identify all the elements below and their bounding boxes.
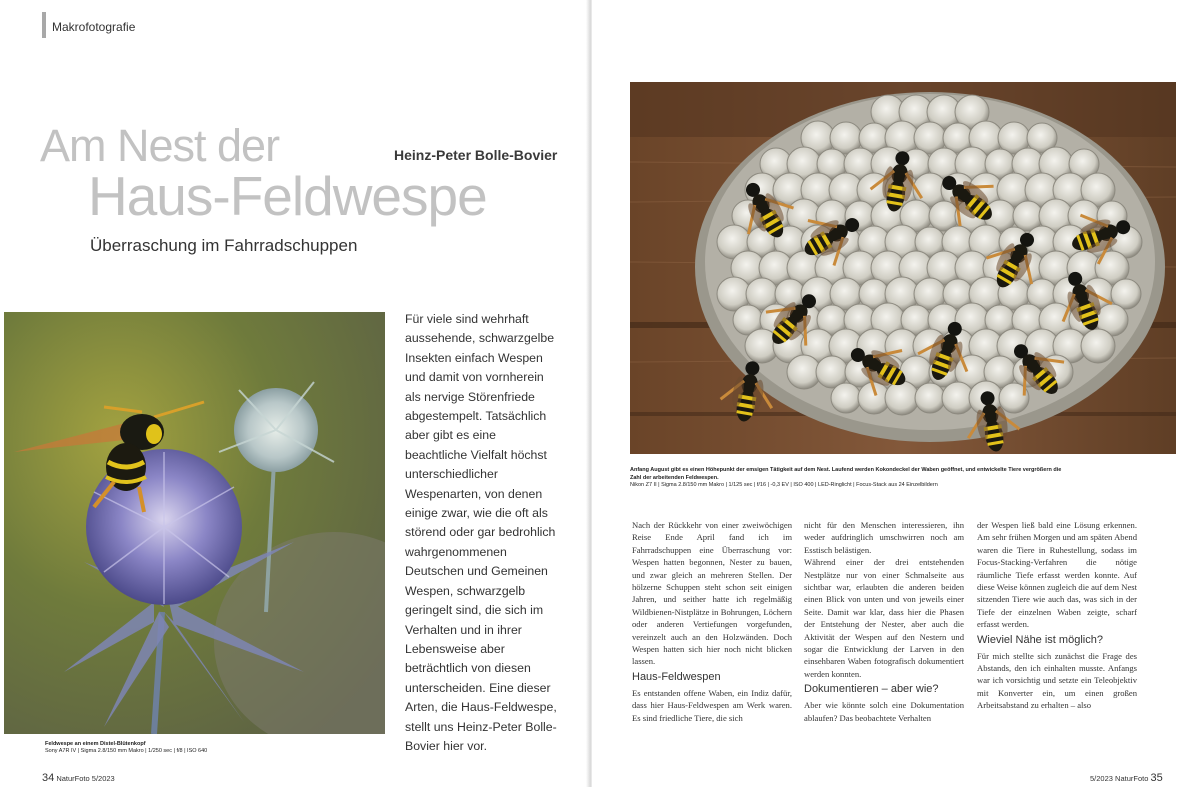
- photo-wasp-on-thistle: [4, 312, 385, 734]
- author-name: Heinz-Peter Bolle-Bovier: [394, 147, 558, 163]
- right-photo-caption: [630, 467, 1070, 490]
- section-label: Makrofotografie: [52, 20, 136, 34]
- caption-meta: Sony A7R IV | Sigma 2.8/150 mm Makro | 1/250 sec | f/8 | ISO 640: [45, 748, 208, 754]
- magazine-name: NaturFoto 5/2023: [56, 774, 115, 783]
- intro-text: Für viele sind wehrhaft aussehende, schwarzgelbe Insekten einfach Wespen und damit von vornherein als nervige Störenfriede abgestempelt. Tatsächlich aber gibt es eine beachtliche Vielfalt höchst unterschiedlicher Wespenarten, von denen einige zwar, wie die oft als störend oder gar bedrohlich wahrgenommenen Deutschen und Gemeinen Wespen, schwarzgelb geringelt sind, die sich im Verhalten und in ihrer Lebensweise aber beträchtlich von diesen unterscheiden. Eine dieser Arten, die Haus-Feldwespe, stellt uns Heinz-Peter Bolle-Bovier hier vor.: [405, 312, 557, 753]
- left-page: [0, 0, 589, 787]
- subtitle: Überraschung im Fahrradschuppen: [90, 236, 358, 255]
- title-line-1: Am Nest der: [40, 120, 280, 171]
- body-paragraph: Während einer der drei entstehenden Nestplätze nur von einer Schmalseite aus sichtbar war, erlaubten die anderen beiden einen Blick von unten und von jeweils einer Seite. Damit war klar, dass hier die Phasen der Entstehung der Nester, aber auch die Aktivität der Wespen auf den Nestern und sogar die Entwicklung der Larven in den einsehbaren Waben fotografisch dokumentiert werden konnten.: [804, 557, 964, 679]
- body-column-3: [977, 519, 1137, 712]
- caption-meta: Nikon Z7 II | Sigma 2.8/150 mm Makro | 1/125 sec | f/16 | -0,3 EV | ISO 400 | LED-Ringlicht | Focus-Stack aus 24 Einzelbildern: [630, 482, 938, 488]
- nest-cell: [1081, 329, 1115, 363]
- body-column-2: [804, 519, 964, 724]
- caption-title: Feldwespe an einem Distel-Blütenkopf: [45, 741, 146, 747]
- page-number: 34: [42, 772, 55, 784]
- section-heading: Dokumentieren – aber wie?: [804, 683, 939, 696]
- nest-cell: [831, 383, 861, 413]
- right-page: [592, 0, 1181, 787]
- right-folio: [1090, 772, 1163, 784]
- body-paragraph: Aber wie könnte solch eine Dokumentation ablaufen? Das beobachtete Verhalten: [804, 700, 964, 723]
- nest-cell: [885, 381, 919, 415]
- body-paragraph: nicht für den Menschen interessieren, ihn weder aufdringlich umschwirren noch am Esstisch belästigen.: [804, 520, 964, 555]
- body-paragraph: Für mich stellte sich zunächst die Frage des Abstands, den ich einhalten musste. Anfangs war ich vorsichtig und setzte ein Teleobjektiv mit Konverter ein, um einen großen Arbeitsabstand zu erhalten – also: [977, 650, 1137, 711]
- left-photo-caption: [45, 741, 345, 755]
- page-number: 35: [1150, 772, 1163, 784]
- section-heading: Wieviel Nähe ist möglich?: [977, 633, 1103, 646]
- photo-wasp-nest: [630, 82, 1176, 454]
- left-folio: [42, 772, 115, 784]
- section-heading: Haus-Feldwespen: [632, 670, 721, 683]
- body-paragraph: Nach der Rückkehr von einer zweiwöchigen Reise Ende April fand ich im Fahrradschuppen eine Überraschung vor: Wespen hatten begonnen, Nester zu bauen, und zwar gleich an mehreren Stellen. Der hölzerne Schuppen steht schon seit einigen Jahren, und seither hatte ich regelmäßig Wildbienen-Nistplätze in Bohrungen, Löchern oder anderen Vertiefungen vorgefunden, vereinzelt auch an den Holzwänden. Doch Wespen hatten sich hier noch nicht blicken lassen.: [632, 520, 792, 667]
- body-column-1: [632, 519, 792, 724]
- nest-illustration: [630, 82, 1176, 454]
- intro-paragraph: [405, 310, 557, 756]
- caption-title: Anfang August gibt es einen Höhepunkt der emsigen Tätigkeit auf dem Nest. Laufend werden Kokondeckel der Waben geöffnet, und entwickelte Tiere vergrößern die Zahl der arbeitenden Feldwespen.: [630, 467, 1062, 481]
- nest-cell: [915, 383, 945, 413]
- section-marker: [42, 12, 46, 38]
- magazine-name: 5/2023 NaturFoto: [1090, 774, 1149, 783]
- title-line-2: Haus-Feldwespe: [88, 165, 487, 227]
- body-paragraph: Es entstanden offene Waben, ein Indiz dafür, dass hier Haus-Feldwespen am Werk waren. Es sind friedliche Tiere, die sich: [632, 687, 792, 723]
- thistle-wasp-illustration: [4, 312, 385, 734]
- body-paragraph: der Wespen ließ bald eine Lösung erkennen. Am sehr frühen Morgen und am späten Abend waren die Tiere in Ruhestellung, sodass im Focus-Stacking-Verfahren die nötige räumliche Tiefe erfasst werden konnte. Auf diese Weise können zugleich die auf dem Nest sitzenden Tiere wie auch das, was sich in der Tiefe der einzelnen Waben zeigte, scharf erfasst werden.: [977, 520, 1137, 630]
